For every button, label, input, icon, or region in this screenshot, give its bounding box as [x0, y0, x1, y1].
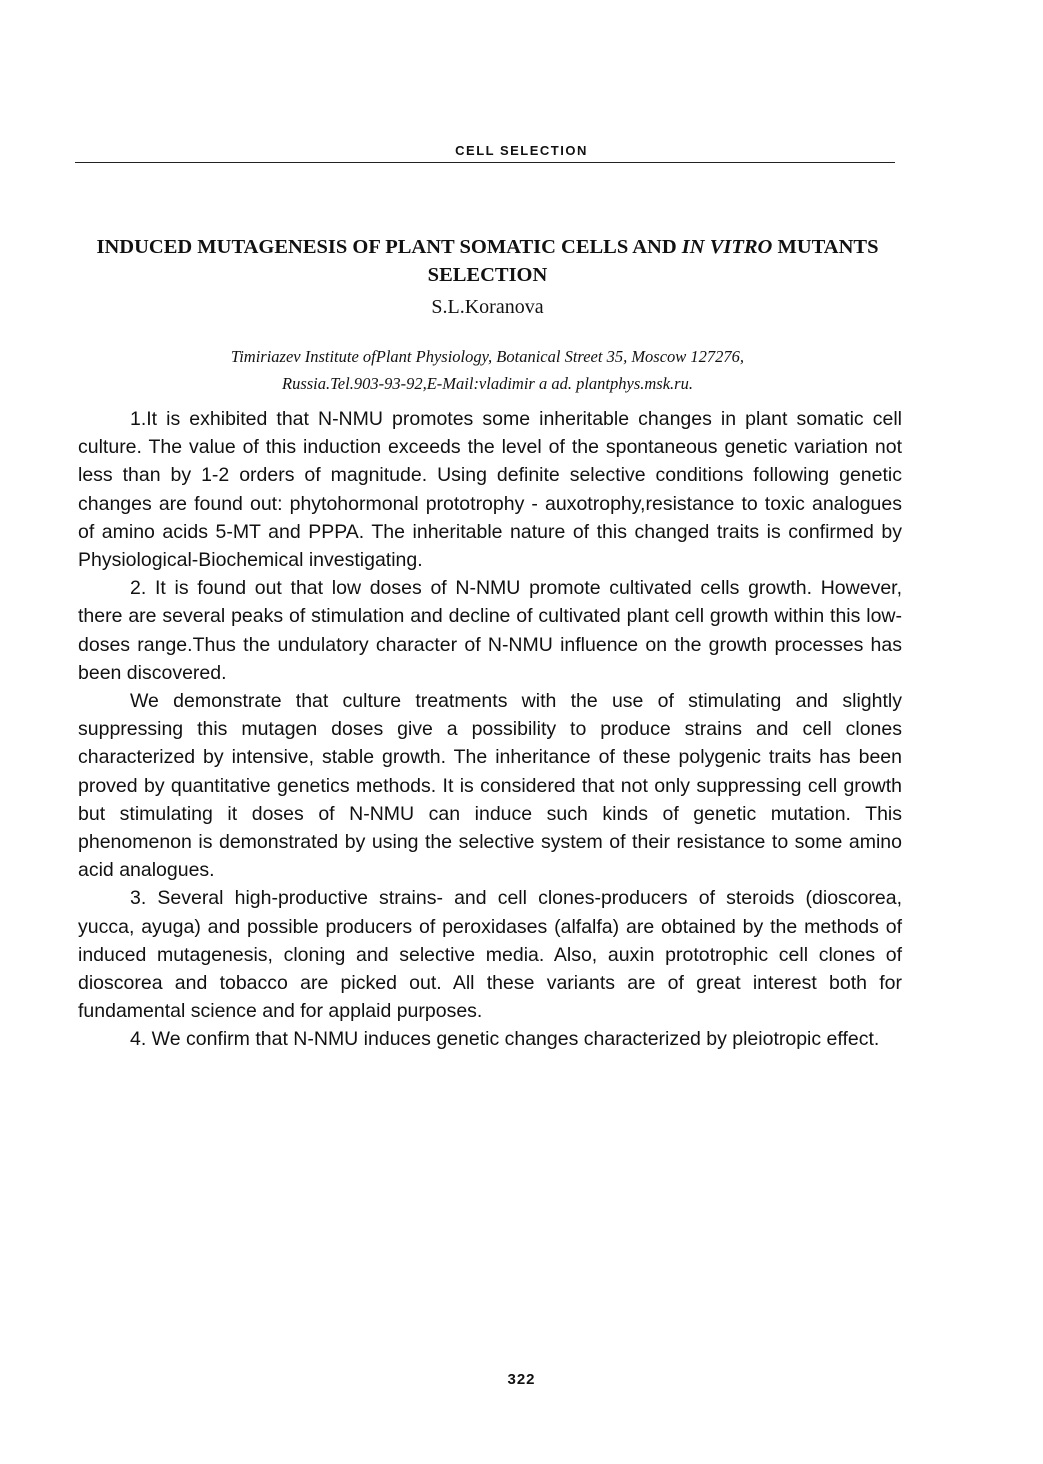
affiliation-line-2: Russia.Tel.903-93-92,E-Mail:vladimir a ad. plantphys.msk.ru.	[282, 374, 693, 393]
paragraph-4: 3. Several high-productive strains- and cell clones-producers of steroids (dioscorea, yucca, ayuga) and possible producers of peroxidases (alfalfa) are obtained by the methods of induced mutagenesis, cloning and selective media. Also, auxin prototrophic cell clones of dioscorea and tobacco are picked out. All these variants are of great interest both for fundamental science and for applaid purposes.	[78, 887, 902, 1023]
paragraph-1: 1.It is exhibited that N-NMU promotes some inheritable changes in plant somatic cell culture. The value of this induction exceeds the level of the spontaneous genetic variation not less than by 1-2 orders of magnitude. Using definite selective conditions following genetic changes are found out: phytohormonal prototrophy - auxotrophy,resistance to toxic analogues of amino acids 5-MT and PPPA. The inheritable nature of this changed traits is confirmed by Physiological-Biochemical investigating.	[78, 408, 902, 572]
title-text-italic: IN VITRO	[681, 236, 773, 258]
article-body	[78, 405, 902, 1054]
header-rule	[75, 162, 895, 163]
running-head: CELL SELECTION	[455, 143, 588, 158]
paragraph-5: 4. We confirm that N-NMU induces genetic changes characterized by pleiotropic effect.	[130, 1028, 880, 1051]
paragraph-2: 2. It is found out that low doses of N-NMU promote cultivated cells growth. However, there are several peaks of stimulation and decline of cultivated plant cell growth within this low-doses range.Thus the undulatory character of N-NMU influence on the growth processes has been discovered.	[78, 577, 902, 684]
affiliation-line-1: Timiriazev Institute ofPlant Physiology, Botanical Street 35, Moscow 127276,	[230, 347, 745, 366]
author-affiliation	[80, 343, 895, 397]
article-title	[80, 233, 895, 289]
author-name: S.L.Koranova	[431, 296, 544, 318]
page-number: 322	[507, 1371, 536, 1388]
paragraph-3: We demonstrate that culture treatments with the use of stimulating and slightly suppressing this mutagen doses give a possibility to produce strains and cell clones characterized by intensive, stable growth. The inheritance of these polygenic traits has been proved by quantitative genetics methods. It is considered that not only suppressing cell growth but stimulating it doses of N-NMU can induce such kinds of genetic mutation. This phenomenon is demonstrated by using the selective system of their resistance to some amino acid analogues.	[78, 690, 902, 882]
title-text-part1: INDUCED MUTAGENESIS OF PLANT SOMATIC CELLS AND	[96, 236, 682, 258]
title-text-part2: MUTANTS SELECTION	[427, 236, 879, 286]
